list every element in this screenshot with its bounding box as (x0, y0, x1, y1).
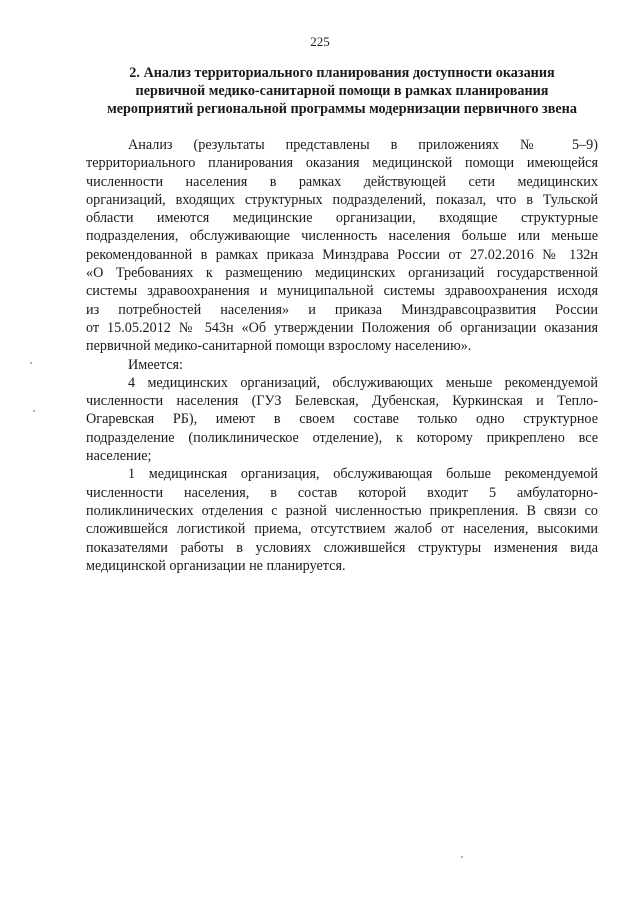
heading-line: первичной медико-санитарной помощи в рамках планирования (135, 83, 549, 99)
text-line: 4 медицинских организаций, обслуживающих меньше рекомендуемой (128, 374, 598, 391)
text-line: медицинской организации не планируется. (86, 557, 346, 574)
paragraph-available (86, 356, 598, 374)
text-line: поликлинических отделения с разной численностью прикрепления. В связи со (86, 502, 598, 519)
section-heading (86, 64, 598, 118)
heading-line: мероприятий региональной программы модернизации первичного звена (107, 101, 577, 117)
text-line: от 15.05.2012 № 543н «Об утверждении Положения об организации оказания (86, 319, 598, 336)
text-line: «О Требованиях к размещению медицинских организаций государственной (86, 265, 598, 282)
text-line: 1 медицинская организация, обслуживающая больше рекомендуемой (128, 466, 598, 483)
text-line: показателями работы в условиях сложившейся структуры изменения вида (86, 539, 598, 556)
text-line: организаций, входящих структурных подразделений, показал, что в Тульской (86, 191, 598, 208)
scan-speck (30, 362, 32, 364)
text-line: системы здравоохранения и муниципальной системы здравоохранения исходя (86, 283, 598, 300)
text-line: первичной медико-санитарной помощи взрослому населению». (86, 338, 472, 355)
scan-speck (461, 856, 463, 858)
text-line: население; (86, 448, 152, 465)
text-line: Огаревская РБ), имеют в своем составе только одно структурное (86, 411, 598, 428)
text-line: сложившейся логистикой приема, отсутствием жалоб от населения, высокими (86, 521, 598, 538)
heading-line: 2. Анализ территориального планирования доступности оказания (129, 65, 555, 81)
paragraph-analysis (86, 136, 598, 356)
text-line: Анализ (результаты представлены в приложениях № 5–9) (128, 137, 598, 153)
page-number: 225 (310, 34, 330, 49)
text-line: области имеются медицинские организации, входящие структурные (86, 210, 598, 227)
text-line: численности населения (ГУЗ Белевская, Дубенская, Куркинская и Тепло- (86, 393, 598, 410)
document-body (86, 136, 598, 575)
text-line: Имеется: (128, 356, 183, 373)
paragraph-four-organizations (86, 374, 598, 465)
text-line: подразделение (поликлиническое отделение), к которому прикреплено все (86, 429, 598, 446)
text-line: подразделения, обслуживающие численность населения больше или меньше (86, 228, 598, 245)
text-line: численности населения, в состав которой входит 5 амбулаторно- (86, 484, 598, 501)
text-line: рекомендованной в рамках приказа Минздрава России от 27.02.2016 № 132н (86, 246, 598, 263)
paragraph-one-organization (86, 465, 598, 575)
text-line: из потребностей населения» и приказа Минздравсоцразвития России (86, 301, 598, 318)
text-line: численности населения в рамках действующей сети медицинских (86, 173, 598, 190)
scan-speck (33, 410, 35, 412)
text-line: территориального планирования оказания медицинской помощи имеющейся (86, 155, 598, 172)
